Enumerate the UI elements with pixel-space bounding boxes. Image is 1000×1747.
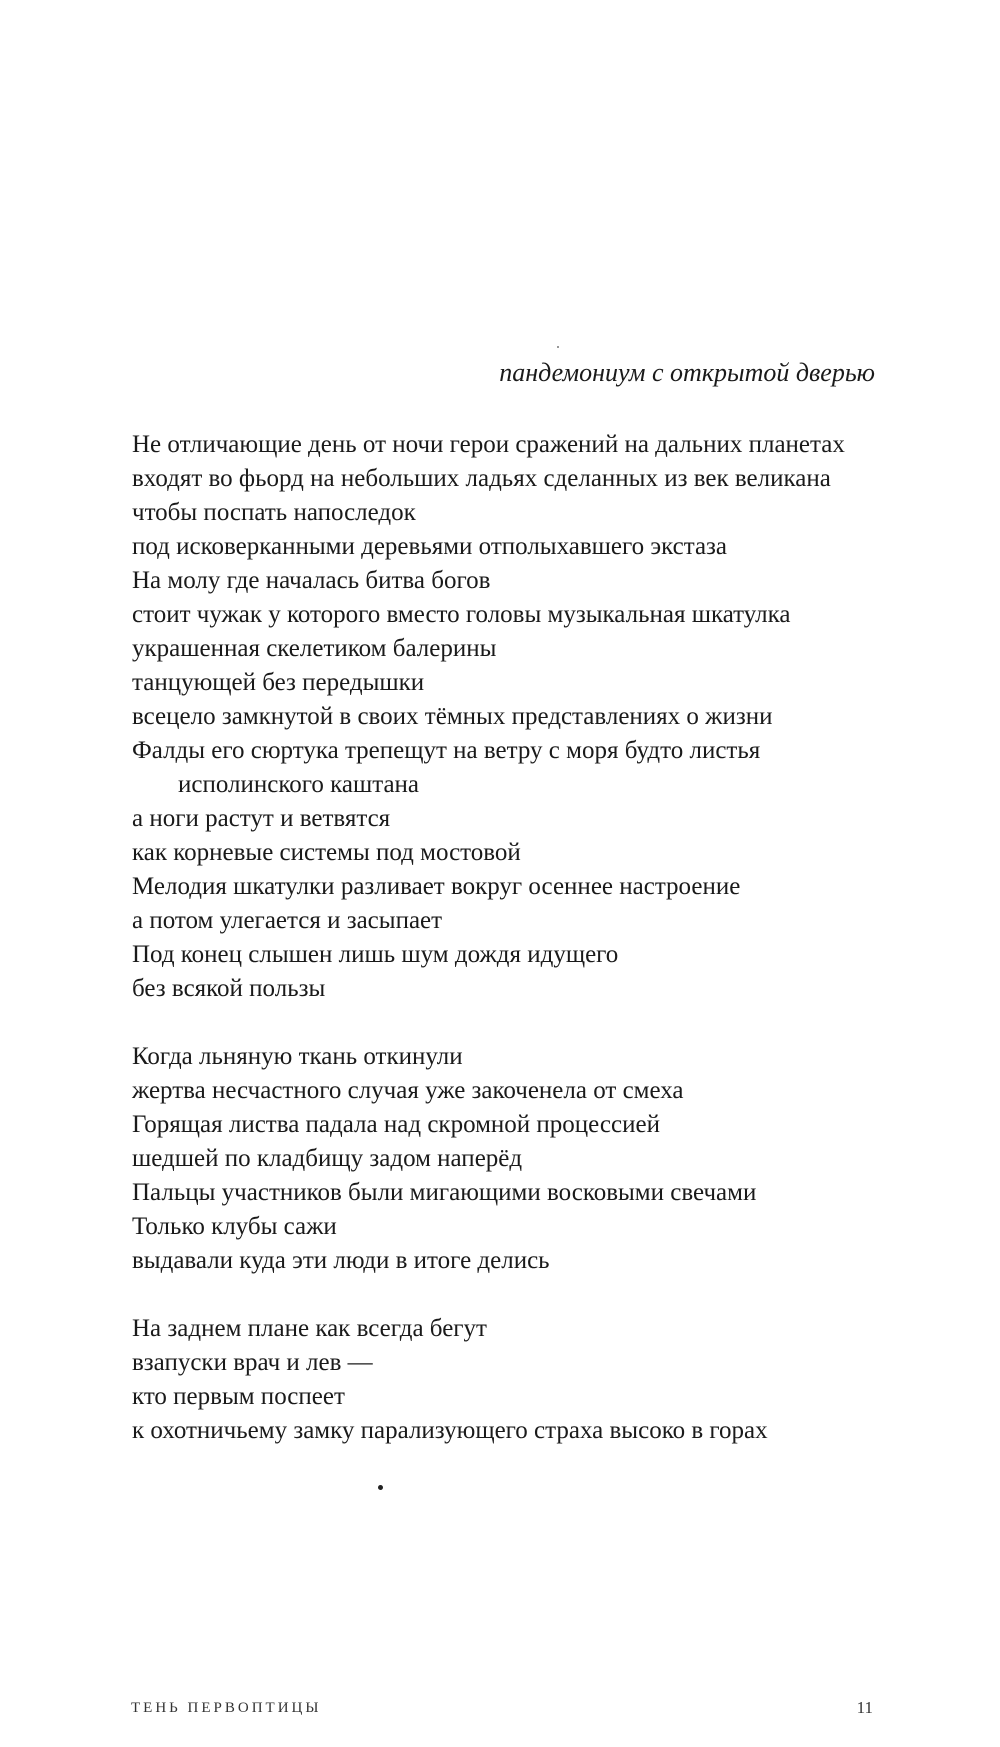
running-footer-title: ТЕНЬ ПЕРВОПТИЦЫ xyxy=(131,1700,322,1716)
poem-line: а потом улегается и засыпает xyxy=(132,907,443,934)
poem-line: Пальцы участников были мигающими восковыми свечами xyxy=(132,1179,757,1206)
page-number: 11 xyxy=(856,1698,873,1717)
poem-line: выдавали куда эти люди в итоге делись xyxy=(132,1247,550,1274)
poem-line: Только клубы сажи xyxy=(132,1213,337,1240)
poem-line: чтобы поспать напоследок xyxy=(132,499,416,526)
ink-speck xyxy=(557,346,559,348)
poem-line: всецело замкнутой в своих тёмных представлениях о жизни xyxy=(132,703,773,730)
poem-line: На молу где началась битва богов xyxy=(132,567,491,594)
stanza-2 xyxy=(132,1040,912,1278)
poem-line: входят во фьорд на небольших ладьях сделанных из век великана xyxy=(132,465,831,492)
poem-line: кто первым поспеет xyxy=(132,1383,345,1410)
poem-line: под исковерканными деревьями отполыхавшего экстаза xyxy=(132,533,728,560)
poem-line: взапуски врач и лев — xyxy=(132,1349,373,1376)
poem-line-continuation: исполинского каштана xyxy=(178,771,420,798)
poem-line: Не отличающие день от ночи герои сражений на дальних планетах xyxy=(132,431,845,458)
poem-line: Мелодия шкатулки разливает вокруг осеннее настроение xyxy=(132,873,741,900)
poem-line: Когда льняную ткань откинули xyxy=(132,1043,463,1070)
poem-line: а ноги растут и ветвятся xyxy=(132,805,391,832)
poem-line: танцующей без передышки xyxy=(132,669,425,696)
poem-body xyxy=(132,428,912,1482)
poem-line: шедшей по кладбищу задом наперёд xyxy=(132,1145,523,1172)
ink-speck xyxy=(378,1485,383,1490)
poem-line: Под конец слышен лишь шум дождя идущего xyxy=(132,941,619,968)
poem-line: Фалды его сюртука трепещут на ветру с моря будто листья xyxy=(132,737,761,764)
poem-line: стоит чужак у которого вместо головы музыкальная шкатулка xyxy=(132,601,791,628)
poem-line: к охотничьему замку парализующего страха высоко в горах xyxy=(132,1417,768,1444)
poem-line: без всякой пользы xyxy=(132,975,326,1002)
poem-line: как корневые системы под мостовой xyxy=(132,839,521,866)
poem-line: На заднем плане как всегда бегут xyxy=(132,1315,487,1342)
poem-line: жертва несчастного случая уже закоченела от смеха xyxy=(132,1077,684,1104)
stanza-1 xyxy=(132,428,912,1006)
poem-line: украшенная скелетиком балерины xyxy=(132,635,497,662)
stanza-3 xyxy=(132,1312,912,1448)
poem-line: Горящая листва падала над скромной процессией xyxy=(132,1111,660,1138)
poem-title: пандемониум с открытой дверью xyxy=(499,358,875,387)
